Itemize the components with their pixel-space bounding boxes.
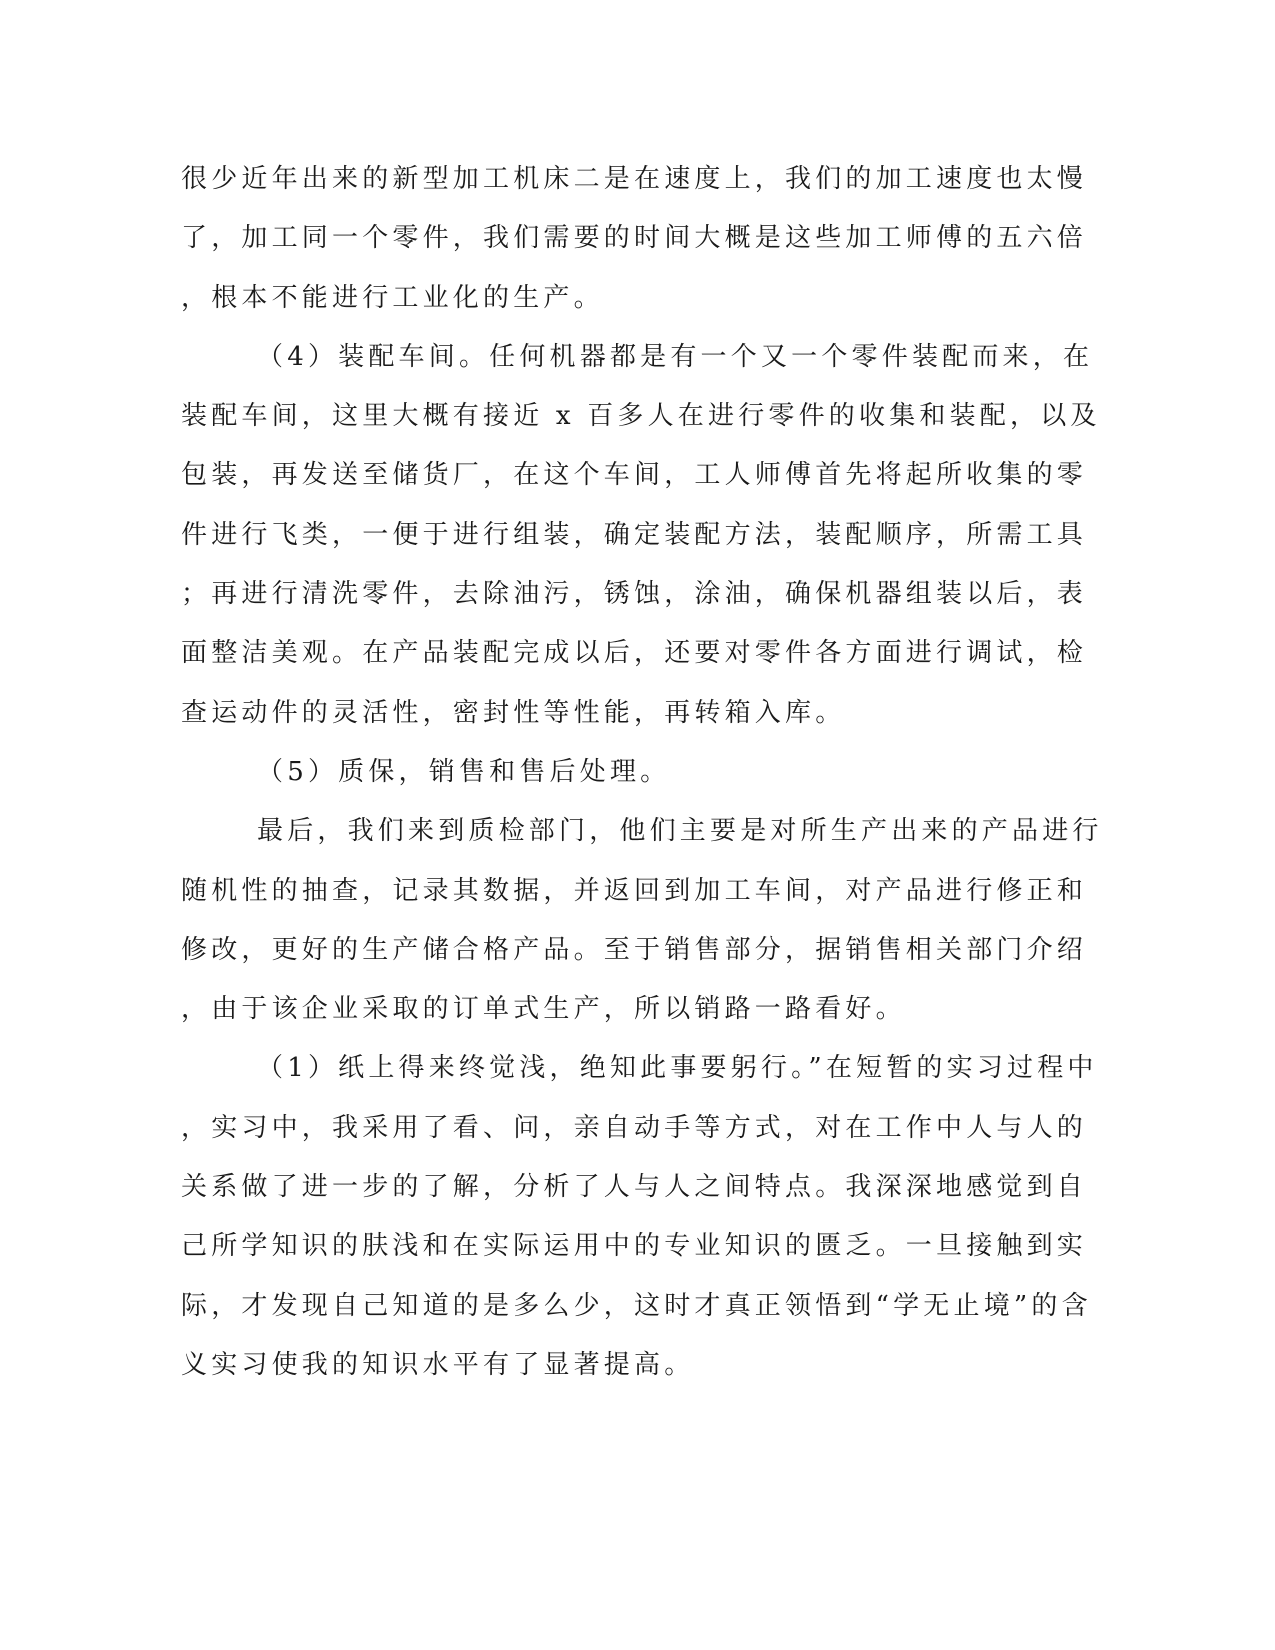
section-heading-quality-sales: （5）质保，销售和售后处理。 xyxy=(257,756,671,787)
text-line: ，由于该企业采取的订单式生产，所以销路一路看好。 xyxy=(181,994,906,1025)
text-line: ，根本不能进行工业化的生产。 xyxy=(181,282,604,313)
text-line: 件进行飞类，一便于进行组装，确定装配方法，装配顺序，所需工具 xyxy=(181,519,1088,550)
text-line: ，实习中，我采用了看、问，亲自动手等方式，对在工作中人与人的 xyxy=(181,1112,1088,1143)
section-heading-reflection: （1）纸上得来终觉浅，绝知此事要躬行。”在短暂的实习过程中 xyxy=(257,1053,1098,1084)
paragraph-first-line: 最后，我们来到质检部门，他们主要是对所生产出来的产品进行 xyxy=(257,816,1103,847)
body-text xyxy=(181,150,1103,1395)
text-line: 随机性的抽查，记录其数据，并返回到加工车间，对产品进行修正和 xyxy=(181,875,1088,906)
text-line: ；再进行清洗零件，去除油污，锈蚀，涂油，确保机器组装以后，表 xyxy=(181,579,1088,610)
text-line: 关系做了进一步的了解，分析了人与人之间特点。我深深地感觉到自 xyxy=(181,1172,1088,1203)
text-line: 义实习使我的知识水平有了显著提高。 xyxy=(181,1349,695,1380)
text-line: 了，加工同一个零件，我们需要的时间大概是这些加工师傅的五六倍 xyxy=(181,223,1088,254)
text-line: 修改，更好的生产储合格产品。至于销售部分，据销售相关部门介绍 xyxy=(181,934,1088,965)
text-line: 装配车间，这里大概有接近 x 百多人在进行零件的收集和装配，以及 xyxy=(181,401,1101,432)
text-line: 己所学知识的肤浅和在实际运用中的专业知识的匮乏。一旦接触到实 xyxy=(181,1231,1088,1262)
text-line: 际，才发现自己知道的是多么少，这时才真正领悟到“学无止境”的含 xyxy=(181,1290,1092,1321)
text-line: 查运动件的灵活性，密封性等性能，再转箱入库。 xyxy=(181,697,846,728)
text-line: 包装，再发送至储货厂，在这个车间，工人师傅首先将起所收集的零 xyxy=(181,460,1088,491)
text-line: 面整洁美观。在产品装配完成以后，还要对零件各方面进行调试，检 xyxy=(181,638,1088,669)
section-heading-assembly-line: （4）装配车间。任何机器都是有一个又一个零件装配而来，在 xyxy=(257,341,1094,372)
text-line: 很少近年出来的新型加工机床二是在速度上，我们的加工速度也太慢 xyxy=(181,164,1088,194)
